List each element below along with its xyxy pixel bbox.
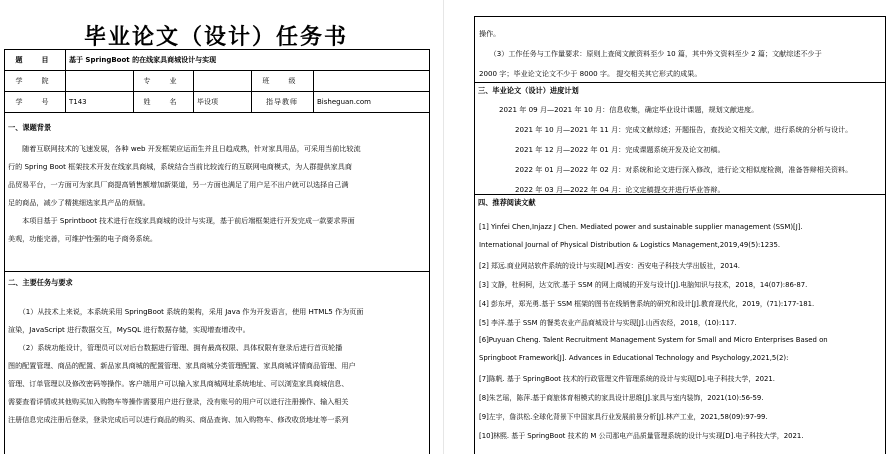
paragraph-line: 图的配置管理、商品的配置、新品家具商城的配置管理、家具商城分类管理配置、家具商城详情商品管理、用户	[8, 361, 356, 370]
schedule-item: 2021 年 12 月—2022 年 01 月：完成课题系统开发及论文初稿。	[515, 145, 725, 154]
paragraph-line: 行的 Spring Boot 框架技术开发在线家具商城，系统结合当前比较流行的互联网电商模式，为人群提供家具商	[8, 162, 352, 171]
reference-item: [7]陈帆. 基于 SpringBoot 技术的行政管理文件管理系统的设计与实现[D].电子科技大学，2021.	[479, 375, 775, 383]
paragraph-line: 注册信息完成注册后登录，登录完成后可以进行商品的购买、商品查询、加入购物车、修改收货地址等一系列	[8, 415, 349, 424]
section-tasks-heading: 二、主要任务与要求	[8, 278, 73, 287]
continuation-table	[474, 16, 886, 454]
reference-item: Springboot Framework[J]. Advances in Educational Technology and Psychology,2021,5(2):	[479, 354, 789, 362]
college-label: 学 院	[15, 77, 55, 85]
reference-item: [2] 郑远.商业网站软件系统的设计与实现[M].西安：西安电子科技大学出版社，2014.	[479, 262, 740, 270]
paragraph-line: 随着互联网技术的飞速发展，各种 web 开发框架应运而生并且日趋成熟，针对家具用品，可采用当前比较流	[8, 144, 361, 153]
reference-item: [9]左宇，詹洪松.全球化背景下中国家具行业发展前景分析[J].林产工业，2021,58(09):97-99.	[479, 413, 768, 421]
reference-item: [3] 文静，杜柯柯，达文欣.基于 SSM 的网上商城的开发与设计[J].电脑知识与技术，2018，14(07):86-87.	[479, 281, 808, 289]
paragraph-line: 品贸易平台，一方面可为家具厂商提高销售额增加新渠道，另一方面也满足了用户足不出户就可以选择自己满	[8, 180, 349, 189]
class-label: 班 级	[262, 77, 302, 85]
name-value: 毕设项	[197, 98, 218, 106]
section-background-heading: 一、课题背景	[8, 123, 52, 132]
topic-value: 基于 SpringBoot 的在线家具商城设计与实现	[69, 56, 217, 64]
paragraph-line: 美观，功能完善，可维护性强的电子商务系统。	[8, 234, 157, 243]
name-label: 姓 名	[143, 98, 183, 106]
topic-label: 题 目	[15, 56, 55, 64]
student-row	[5, 92, 429, 113]
right-page	[470, 0, 888, 454]
advisor-label: 指导教师	[266, 98, 298, 106]
workload-requirement-cont: 2000 字；毕业论文论文不少于 8000 字。 提交相关其它形式的成果。	[479, 69, 702, 78]
reference-item: International Journal of Physical Distribution & Logistics Management,2019,49(5):1235.	[479, 241, 781, 249]
page-divider	[443, 0, 444, 454]
reference-item: [8]朱艺瑶，陈萍.基于商旅体育相模式的家具设计思维[J].家具与室内装饰，2021(10):56-59.	[479, 394, 764, 402]
paragraph-line: 渲染，JavaScript 进行数据交互，MySQL 进行数据存储，实现增查增改中。	[8, 325, 250, 334]
section-background-body	[8, 140, 426, 248]
section-divider	[475, 194, 885, 195]
section-references-heading: 四、推荐阅读文献	[478, 198, 536, 207]
reference-item: [10]林熙. 基于 SpringBoot 技术的 M 公司那电产品质量管理系统的设计与实现[D].电子科技大学，2021.	[479, 432, 804, 440]
section-divider	[5, 271, 429, 272]
reference-item: [6]Puyuan Cheng. Talent Recruitment Management System for Small and Micro Enterprises Based on	[479, 336, 828, 344]
advisor-value: Bisheguan.com	[317, 98, 371, 106]
schedule-item: 2022 年 03 月—2022 年 04 月：论文定稿提交并进行毕业答辩。	[515, 185, 725, 194]
paragraph-line: 管理、订单管理以及修改密码等操作。客户端用户可以输入家具商城网址系统地址、可以浏览家具商城信息、	[8, 379, 349, 388]
schedule-item: 2022 年 01 月—2022 年 02 月：对系统和论文进行深入修改，进行论文相似度检测，准备答辩相关资料。	[515, 165, 853, 174]
topic-row	[5, 50, 429, 71]
id-label: 学 号	[15, 98, 55, 106]
schedule-item: 2021 年 09 月—2021 年 10 月：信息收集，确定毕业设计课题，规划文献进度。	[499, 105, 759, 114]
reference-item: [4] 彭东坪，郑光勇.基于 SSM 框架的图书在线销售系统的研究和设计[J].教育现代化，2019，(71):177-181.	[479, 300, 815, 308]
college-row	[5, 71, 429, 92]
workload-requirement: （3）工作任务与工作量要求：原则上查阅文献资料至少 10 篇，其中外文资料至少 2 篇；文献综述不少于	[479, 49, 822, 58]
left-page	[0, 0, 432, 454]
section-divider	[475, 82, 885, 83]
task-table	[4, 49, 430, 454]
reference-item: [5] 李洋.基于 SSM 的餐类农业产品商城设计与实现[J].山西农经，2018，(10):117.	[479, 319, 737, 327]
id-value: T143	[69, 98, 87, 106]
reference-item: [1] Yinfei Chen,Injazz J Chen. Mediated power and sustainable supplier management (SSM)[J].	[479, 223, 803, 231]
major-label: 专 业	[143, 77, 183, 85]
schedule-item: 2021 年 10 月—2021 年 11 月：完成文献综述；开题报告，查找论文相关文献，进行系统的分析与设计。	[515, 125, 853, 134]
document-title: 毕业论文（设计）任务书	[83, 24, 348, 50]
section-schedule-heading: 三、毕业论文（设计）进度计划	[478, 86, 579, 95]
continuation-text: 操作。	[479, 29, 501, 38]
paragraph-line: 需要查看详情或其他购买加入购物车等操作需要用户进行登录，没有账号的用户可以进行注册操作、输入相关	[8, 397, 349, 406]
paragraph-line: 本项目基于 Sprintboot 技术进行在线家具商城的设计与实现，基于前后端框架进行开发完成一款要求界面	[8, 216, 355, 225]
paragraph-line: （1）从技术上来说，本系统采用 SpringBoot 系统的架构，采用 Java 作为开发语言，使用 HTML5 作为页面	[8, 307, 364, 316]
paragraph-line: 足的商品，减少了精挑细选家具产品的烦恼。	[8, 198, 150, 207]
section-tasks-body	[8, 303, 426, 429]
paragraph-line: （2）系统功能设计，管理员可以对后台数据进行管理、拥有最高权限、具体权限有登录后进行首页轮播	[8, 343, 343, 352]
